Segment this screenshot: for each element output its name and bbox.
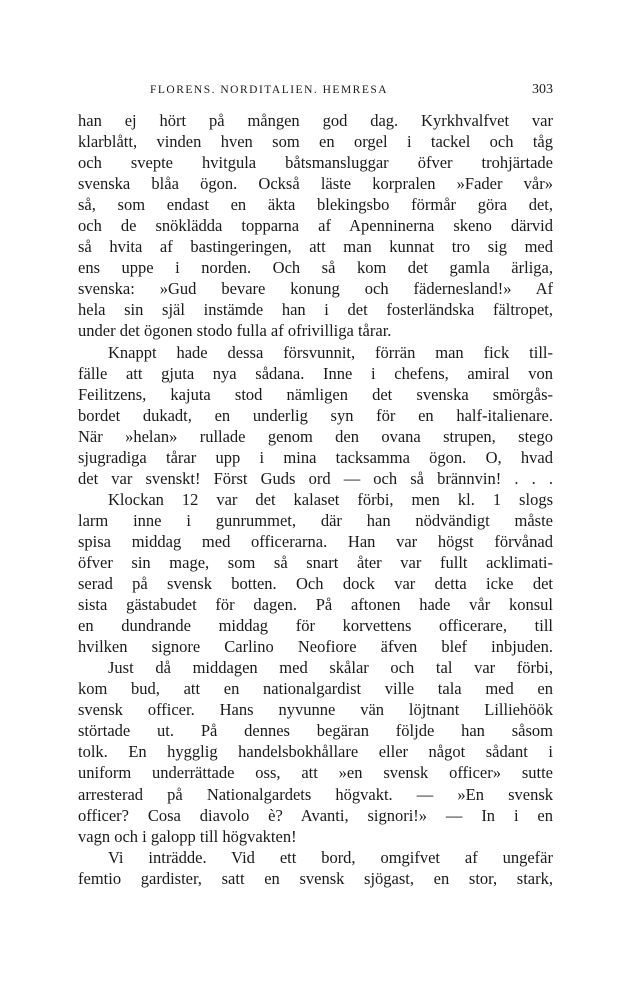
text-line: klarblått, vinden hven som en orgel i tackel och tåg xyxy=(78,132,553,152)
text-line: han ej hört på mången god dag. Kyrkhvalfvet var xyxy=(78,111,553,130)
text-line: störtade ut. På dennes begäran följde han såsom xyxy=(78,721,553,741)
text-line: svenska: »Gud bevare konung och fädernesland!» Af xyxy=(78,279,553,299)
text-line: så, som endast en äkta blekingsbo förmår göra det, xyxy=(78,195,553,215)
text-line: uniform underrättade oss, att »en svensk officer» sutte xyxy=(78,763,553,783)
text-line: svensk officer. Hans nyvunne vän löjtnant Lilliehöök xyxy=(78,700,553,720)
text-line: Klockan 12 var det kalaset förbi, men kl. 1 slogs xyxy=(108,489,553,509)
text-line: hvilken signore Carlino Neofiore äfven blef inbjuden. xyxy=(78,637,553,657)
text-line: vagn och i galopp till högvakten! xyxy=(78,826,297,846)
text-line: sjugradiga tårar upp i mina tacksamma ögon. O, hvad xyxy=(78,447,553,467)
text-line: Vi inträdde. Vid ett bord, omgifvet af ungefär xyxy=(108,847,553,867)
text-line: ens uppe i norden. Och så kom det gamla ärliga, xyxy=(78,258,553,278)
text-line: fälle att gjuta nya sådana. Inne i chefens, amiral von xyxy=(78,363,553,383)
text-line: officer? Cosa diavolo è? Avanti, signori!» — In i en xyxy=(78,805,553,825)
text-line: Knappt hade dessa försvunnit, förrän man fick till- xyxy=(108,342,553,362)
text-line: Feilitzens, kajuta stod nämligen det svenska smörgås- xyxy=(78,384,553,404)
text-line: och de snöklädda topparna af Apenninerna skeno därvid xyxy=(78,216,553,236)
text-line: svenska blåa ögon. Också läste korpralen »Fader vår» xyxy=(78,174,553,194)
text-line: tolk. En hygglig handelsbokhållare eller något sådant i xyxy=(78,742,553,762)
text-line: hela sin själ instämde han i det fosterländska fältropet, xyxy=(78,300,553,320)
text-line: spisa middag med officerarna. Han var högst förvånad xyxy=(78,531,553,551)
text-line: Just då middagen med skålar och tal var förbi, xyxy=(108,658,553,678)
text-line: bordet dukadt, en underlig syn för en half-italienare. xyxy=(78,405,553,425)
text-line: så hvita af bastingeringen, att man kunnat tro sig med xyxy=(78,237,553,257)
text-line: sista gästabudet för dagen. På aftonen hade vår konsul xyxy=(78,595,553,615)
text-line: under det ögonen stodo fulla af ofrivilliga tårar. xyxy=(78,321,392,341)
text-line: larm inne i gunrummet, där han nödvändigt måste xyxy=(78,510,553,530)
body-text xyxy=(78,110,553,889)
running-title: FLORENS. NORDITALIEN. HEMRESA xyxy=(150,84,389,96)
running-header xyxy=(78,80,553,100)
text-line: kom bud, att en nationalgardist ville tala med en xyxy=(78,679,553,699)
text-line: det var svenskt! Först Guds ord — och så brännvin! . . . xyxy=(78,468,553,488)
text-line: en dundrande middag för korvettens officerare, till xyxy=(78,616,553,636)
text-line: serad på svensk botten. Och dock var detta icke det xyxy=(78,574,553,594)
text-line: öfver sin mage, som så snart åter var fullt acklimati- xyxy=(78,552,553,572)
text-line: arresterad på Nationalgardets högvakt. — »En svensk xyxy=(78,784,553,804)
text-line: och svepte hvitgula båtsmansluggar öfver trohjärtade xyxy=(78,153,553,173)
page-number: 303 xyxy=(532,82,553,97)
text-line: När »helan» rullade genom den ovana strupen, stego xyxy=(78,426,553,446)
text-line: femtio gardister, satt en svensk sjögast, en stor, stark, xyxy=(78,868,553,888)
